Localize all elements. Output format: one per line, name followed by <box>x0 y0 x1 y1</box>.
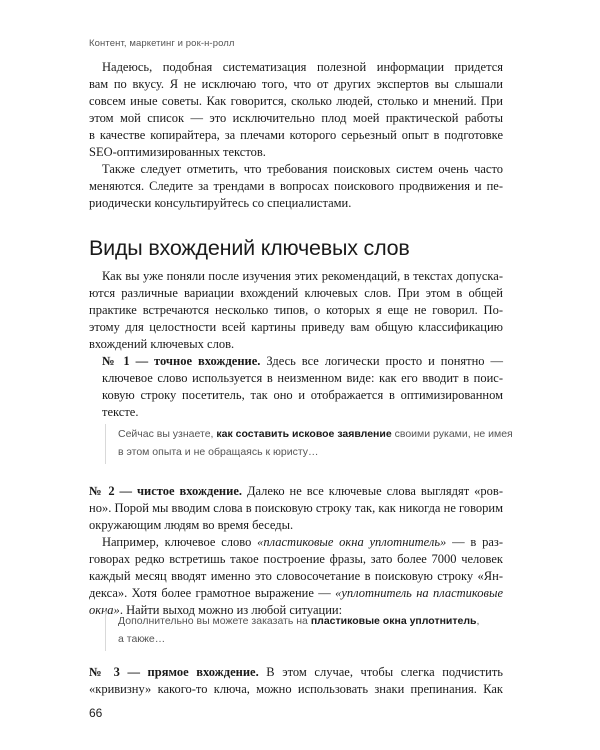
text-line: SEO-оптимизированных текстов. <box>89 145 266 159</box>
text-line: риодически консультируйтесь со специалистами. <box>89 196 352 210</box>
text-line: Как вы уже поняли после изучения этих рекомендаций, в текстах допуска- <box>102 269 503 283</box>
text-line: тексте. <box>102 405 139 419</box>
paragraph-example <box>89 534 503 619</box>
item-text: Здесь все логически просто и понятно — <box>260 354 503 368</box>
text-line: Также следует отметить, что требования поисковых систем очень часто <box>102 162 503 176</box>
example-note <box>118 612 506 648</box>
text-line: практике встречаются несколько типов, о которых я еще не говорил. По- <box>89 303 503 317</box>
text-line: «кривизну» какого-то ключа, можно использовать знаки препинания. Как <box>89 682 503 696</box>
text-span: декса». Хотя более грамотное выражение — <box>89 586 336 600</box>
example-note <box>118 425 513 461</box>
item-clean-entry <box>89 483 503 534</box>
text-line: в качестве копирайтера, за плечами которого серьезный опыт в подготовке <box>89 128 503 142</box>
text-span: Например, ключевое слово <box>102 535 258 549</box>
text-line: ключевое слово используется в неизменном виде: как его вводит в поис- <box>102 371 503 385</box>
paragraph-trends <box>89 161 503 212</box>
running-head: Контент, маркетинг и рок-н-ролл <box>89 38 235 49</box>
text-line <box>118 425 513 443</box>
text-span: . Найти выход можно из любой ситуации: <box>119 603 343 617</box>
text-line: а также… <box>118 633 166 645</box>
text-line: этому для целостности всей картины приведу вам общую классификацию <box>89 320 503 334</box>
note-rule <box>105 424 106 464</box>
text-line: совсем иные советы. Как говорится, сколько людей, столько и мнений. При <box>89 94 503 108</box>
text-span: — в раз- <box>446 535 503 549</box>
item-text: В этом случае, чтобы слегка подчистить <box>258 665 503 679</box>
text-line: вам по вкусу. Я не исключаю того, что от других экспертов вы слышали <box>89 77 503 91</box>
text-line: ются различные вариации вхождений ключевых слов. При этом в общей <box>89 286 503 300</box>
keyword-italic: «уплотнитель на пластиковые <box>335 586 503 600</box>
paragraph-classification <box>89 268 503 353</box>
note-text: Сейчас вы узнаете, <box>118 428 217 440</box>
item-exact-entry <box>89 353 503 421</box>
keyword-italic: окна» <box>89 603 120 617</box>
text-line: в этом опыта и не обращаясь к юристу… <box>118 446 319 458</box>
item-lead: № 1 — точное вхождение. <box>102 354 261 368</box>
text-line: этом мой список — это исключительно плод моей практической работы <box>89 111 503 125</box>
note-text: , <box>476 615 480 627</box>
text-line: каждый месяц вводят именно это словосочетание в поисковую строку «Ян- <box>89 569 503 583</box>
text-line: меняются. Следите за трендами в вопросах поискового продвижения и пе- <box>89 179 503 193</box>
item-lead: № 3 — прямое вхождение. <box>89 665 259 679</box>
note-text: своими руками, не имея <box>391 428 513 440</box>
text-line <box>89 483 503 500</box>
text-line <box>89 534 503 551</box>
keyword-italic: «пластиковые окна уплотнитель» <box>257 535 447 549</box>
note-keyword: пластиковые окна уплотнитель <box>310 615 477 627</box>
item-lead: № 2 — чистое вхождение. <box>89 484 242 498</box>
paragraph-intro <box>89 59 503 161</box>
page-number: 66 <box>89 706 103 720</box>
item-direct-entry <box>89 664 503 698</box>
text-line: говорах редко встретишь такое построение фразы, зато более 7000 человек <box>89 552 503 566</box>
section-heading: Виды вхождений ключевых слов <box>89 236 410 260</box>
item-text: Далеко не все ключевые слова выглядят «ров- <box>242 484 503 498</box>
note-rule <box>105 611 106 651</box>
note-text: Дополнительно вы можете заказать на <box>118 615 311 627</box>
note-keyword: как составить исковое заявление <box>216 428 392 440</box>
text-line: ковую строку посетитель, так оно и отображается в оптимизированном <box>102 388 503 402</box>
text-line: вхождений ключевых слов. <box>89 337 235 351</box>
text-line: окружающим людям во время беседы. <box>89 518 294 532</box>
text-line <box>89 664 503 681</box>
text-line <box>118 612 506 630</box>
text-line: Надеюсь, подобная систематизация полезной информации придется <box>102 60 503 74</box>
text-line: но». Порой мы вводим слова в поисковую строку так, как никогда не говорим <box>89 501 503 515</box>
text-line <box>89 353 503 370</box>
text-line <box>89 585 503 602</box>
